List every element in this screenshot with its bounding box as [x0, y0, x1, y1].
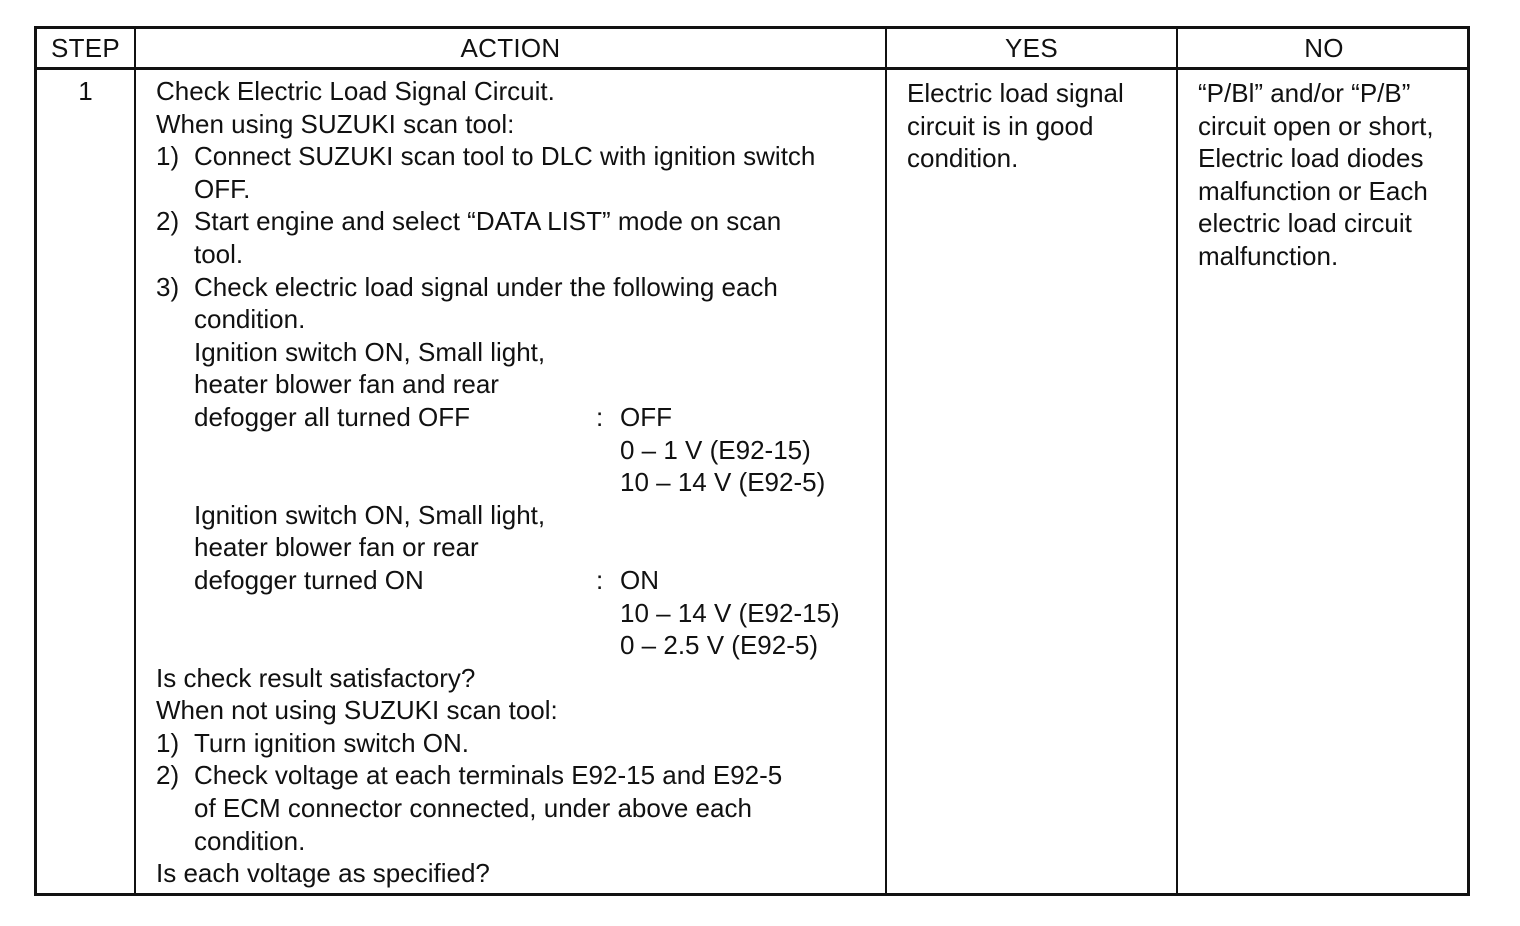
- header-step: STEP: [50, 33, 121, 63]
- condition-on-value: ON: [620, 564, 659, 595]
- no-tool-step-2-cont-1: of ECM connector connected, under above each: [194, 793, 752, 824]
- scan-step-2-number: 2): [156, 206, 180, 237]
- question-1: Is check result satisfactory?: [156, 662, 476, 693]
- scan-step-3-number: 3): [156, 271, 180, 302]
- diagnostic-table: [34, 26, 1470, 896]
- yes-line-3: condition.: [907, 143, 1019, 174]
- scan-step-2-text: Start engine and select “DATA LIST” mode on scan: [194, 206, 782, 237]
- condition-off-line-2: heater blower fan and rear: [194, 369, 499, 400]
- yes-line-2: circuit is in good: [907, 110, 1094, 141]
- no-tool-step-2-cont-2: condition.: [194, 825, 306, 856]
- condition-off-voltage-2-row: [156, 466, 876, 499]
- condition-off-voltage-1: 0 – 1 V (E92-15): [620, 434, 811, 465]
- yes-line-1: Electric load signal: [907, 78, 1124, 108]
- no-tool-step-2: [156, 759, 876, 792]
- condition-on-line-3: [156, 564, 876, 597]
- no-tool-step-1-text: Turn ignition switch ON.: [194, 727, 470, 758]
- step-number: 1: [78, 76, 93, 106]
- scan-step-3-cont: condition.: [194, 304, 306, 335]
- no-line-3: Electric load diodes: [1198, 143, 1424, 174]
- scan-step-3-text: Check electric load signal under the following each: [194, 271, 778, 302]
- header-no: NO: [1304, 33, 1344, 63]
- no-line-4: malfunction or Each: [1198, 175, 1428, 206]
- scan-step-2: [156, 205, 876, 238]
- header-action: ACTION: [460, 33, 561, 63]
- action-cell: [156, 75, 876, 890]
- condition-on-colon: :: [596, 564, 604, 595]
- no-line-6: malfunction.: [1198, 240, 1339, 271]
- condition-off-voltage-1-row: [156, 434, 876, 467]
- condition-off-colon: :: [596, 401, 604, 432]
- column-divider-step: [134, 29, 136, 893]
- condition-off-label: defogger all turned OFF: [194, 401, 471, 432]
- no-line-1: “P/Bl” and/or “P/B”: [1198, 78, 1411, 108]
- condition-on-voltage-1-row: [156, 597, 876, 630]
- scan-step-2-cont: tool.: [194, 238, 244, 269]
- no-tool-step-1: [156, 727, 876, 760]
- condition-on-label: defogger turned ON: [194, 564, 424, 595]
- scan-step-1-cont: OFF.: [194, 173, 251, 204]
- question-2: Is each voltage as specified?: [156, 858, 490, 889]
- no-tool-step-2-number: 2): [156, 760, 180, 791]
- scan-step-3: [156, 271, 876, 304]
- scan-step-1: [156, 140, 876, 173]
- condition-on-voltage-1: 10 – 14 V (E92-15): [620, 597, 840, 628]
- header-yes: YES: [1005, 33, 1058, 63]
- no-line-2: circuit open or short,: [1198, 110, 1434, 141]
- condition-on-line-1: Ignition switch ON, Small light,: [194, 499, 546, 530]
- condition-off-value: OFF: [620, 401, 672, 432]
- no-line-5: electric load circuit: [1198, 208, 1412, 239]
- column-divider-yes: [1176, 29, 1178, 893]
- condition-on-voltage-2-row: [156, 629, 876, 662]
- scan-tool-intro: When using SUZUKI scan tool:: [156, 108, 515, 139]
- condition-off-line-3: [156, 401, 876, 434]
- yes-cell: [907, 77, 1169, 175]
- header-divider: [37, 67, 1467, 70]
- condition-on-voltage-2: 0 – 2.5 V (E92-5): [620, 630, 818, 661]
- condition-off-line-1: Ignition switch ON, Small light,: [194, 336, 546, 367]
- action-title: Check Electric Load Signal Circuit.: [156, 76, 555, 106]
- no-cell: [1198, 77, 1466, 273]
- condition-off-voltage-2: 10 – 14 V (E92-5): [620, 467, 826, 498]
- no-tool-intro: When not using SUZUKI scan tool:: [156, 695, 558, 726]
- scan-step-1-text: Connect SUZUKI scan tool to DLC with ignition switch: [194, 141, 816, 172]
- no-tool-step-1-number: 1): [156, 727, 180, 758]
- condition-on-line-2: heater blower fan or rear: [194, 532, 479, 563]
- column-divider-action: [885, 29, 887, 893]
- scan-step-1-number: 1): [156, 141, 180, 172]
- no-tool-step-2-text: Check voltage at each terminals E92-15 and E92-5: [194, 760, 783, 791]
